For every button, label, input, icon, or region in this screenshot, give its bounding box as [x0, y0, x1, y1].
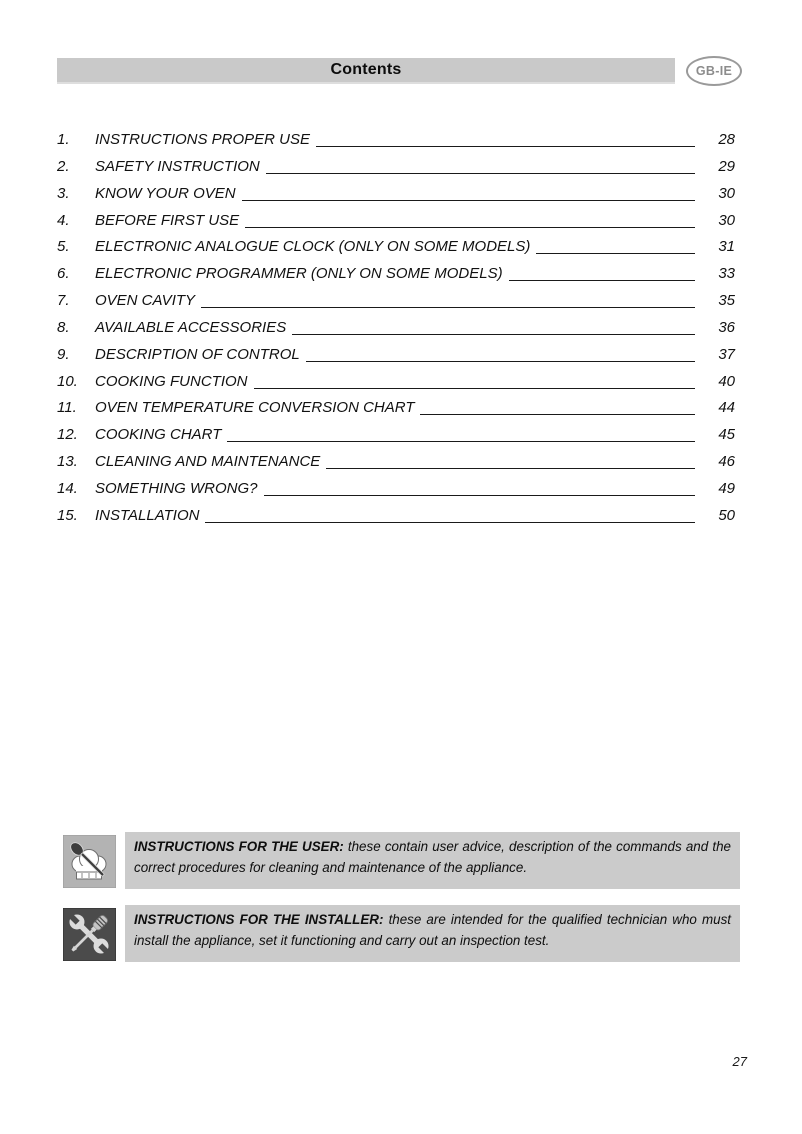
user-instructions-title: INSTRUCTIONS FOR THE USER:	[134, 839, 344, 854]
toc-leader-line	[266, 173, 695, 174]
toc-leader-line	[316, 146, 695, 147]
toc-item-page: 44	[718, 399, 735, 417]
toc-row	[57, 234, 735, 261]
toc-item-number: 14.	[57, 479, 78, 497]
toc-item-page: 33	[718, 265, 735, 283]
toc-item-title: ELECTRONIC PROGRAMMER (ONLY ON SOME MODELS)	[95, 265, 503, 283]
toc-item-title: INSTRUCTIONS PROPER USE	[95, 131, 311, 148]
table-of-contents	[57, 127, 735, 530]
toc-row	[57, 476, 735, 503]
toc-leader-line	[227, 441, 695, 442]
toc-leader-line	[245, 227, 695, 228]
user-instructions-body: these contain user advice, description of the commands and the correct procedures for cleaning and maintenance of the appliance.	[134, 839, 731, 875]
contents-header-bar	[57, 58, 675, 84]
toc-item-number: 2.	[57, 157, 70, 175]
toc-item-page: 30	[718, 211, 735, 229]
toc-item-page: 36	[718, 318, 735, 336]
toc-leader-line	[201, 307, 695, 308]
toc-item-title: KNOW YOUR OVEN	[95, 184, 236, 202]
toc-item-number: 12.	[57, 426, 78, 444]
installer-instructions-text	[125, 905, 740, 962]
toc-row	[57, 422, 735, 449]
toc-item-title: AVAILABLE ACCESSORIES	[95, 318, 287, 336]
toc-row	[57, 342, 735, 369]
toc-leader-line	[254, 388, 696, 389]
toc-row	[57, 154, 735, 181]
toc-item-number: 4.	[57, 211, 70, 229]
toc-item-number: 8.	[57, 318, 70, 336]
toc-item-page: 30	[718, 184, 735, 202]
user-instructions-text	[125, 832, 740, 889]
toc-item-page: 45	[718, 426, 735, 444]
toc-leader-line	[536, 253, 695, 254]
toc-leader-line	[205, 522, 695, 523]
installer-instructions-title: INSTRUCTIONS FOR THE INSTALLER:	[134, 912, 384, 927]
toc-row	[57, 369, 735, 396]
toc-item-page: 40	[718, 372, 735, 390]
toc-item-number: 15.	[57, 506, 78, 524]
toc-leader-line	[509, 280, 695, 281]
toc-item-number: 10.	[57, 372, 78, 390]
toc-item-title: OVEN CAVITY	[95, 292, 196, 310]
toc-item-page: 35	[718, 292, 735, 310]
toc-item-number: 3.	[57, 184, 70, 202]
toc-item-title: INSTALLATION	[95, 506, 200, 524]
toc-item-title: ELECTRONIC ANALOGUE CLOCK (ONLY ON SOME MODELS)	[95, 238, 531, 256]
installer-instructions-note	[63, 905, 740, 962]
toc-item-number: 13.	[57, 453, 78, 471]
toc-leader-line	[242, 200, 695, 201]
toc-item-title: OVEN TEMPERATURE CONVERSION CHART	[95, 399, 415, 417]
toc-item-title: COOKING FUNCTION	[95, 372, 248, 390]
toc-item-number: 9.	[57, 345, 70, 363]
toc-leader-line	[326, 468, 695, 469]
language-badge-label: GB-IE	[695, 64, 733, 78]
toc-item-page: 46	[718, 453, 735, 471]
chef-hat-spoon-icon	[63, 835, 116, 888]
toc-row	[57, 127, 735, 154]
toc-item-number: 6.	[57, 265, 70, 283]
toc-item-number: 7.	[57, 292, 70, 310]
toc-item-title: DESCRIPTION OF CONTROL	[95, 345, 300, 363]
page-number: 27	[732, 1054, 747, 1069]
toc-leader-line	[420, 414, 695, 415]
toc-item-title: SOMETHING WRONG?	[95, 479, 258, 497]
toc-row	[57, 395, 735, 422]
user-instructions-note	[63, 832, 740, 889]
toc-row	[57, 261, 735, 288]
installer-instructions-body: these are intended for the qualified technician who must install the appliance, set it functioning and carry out an inspection test.	[134, 912, 731, 948]
language-badge	[686, 56, 742, 86]
toc-item-number: 5.	[57, 238, 70, 256]
toc-item-number: 1.	[57, 131, 70, 148]
toc-item-page: 37	[718, 345, 735, 363]
toc-leader-line	[306, 361, 695, 362]
toc-row	[57, 208, 735, 235]
toc-leader-line	[264, 495, 695, 496]
toc-item-page: 31	[718, 238, 735, 256]
toc-row	[57, 181, 735, 208]
toc-item-title: CLEANING AND MAINTENANCE	[95, 453, 321, 471]
toc-item-title: BEFORE FIRST USE	[95, 211, 240, 229]
page-title: Contents	[330, 61, 402, 78]
toc-item-page: 29	[718, 157, 735, 175]
wrench-screwdriver-icon	[63, 908, 116, 961]
toc-item-number: 11.	[57, 399, 77, 417]
toc-item-title: COOKING CHART	[95, 426, 222, 444]
toc-item-page: 28	[718, 131, 735, 148]
toc-leader-line	[292, 334, 695, 335]
toc-item-page: 49	[718, 479, 735, 497]
toc-row	[57, 449, 735, 476]
toc-row	[57, 288, 735, 315]
toc-item-page: 50	[718, 506, 735, 524]
toc-row	[57, 503, 735, 530]
toc-item-title: SAFETY INSTRUCTION	[95, 157, 260, 175]
toc-row	[57, 315, 735, 342]
